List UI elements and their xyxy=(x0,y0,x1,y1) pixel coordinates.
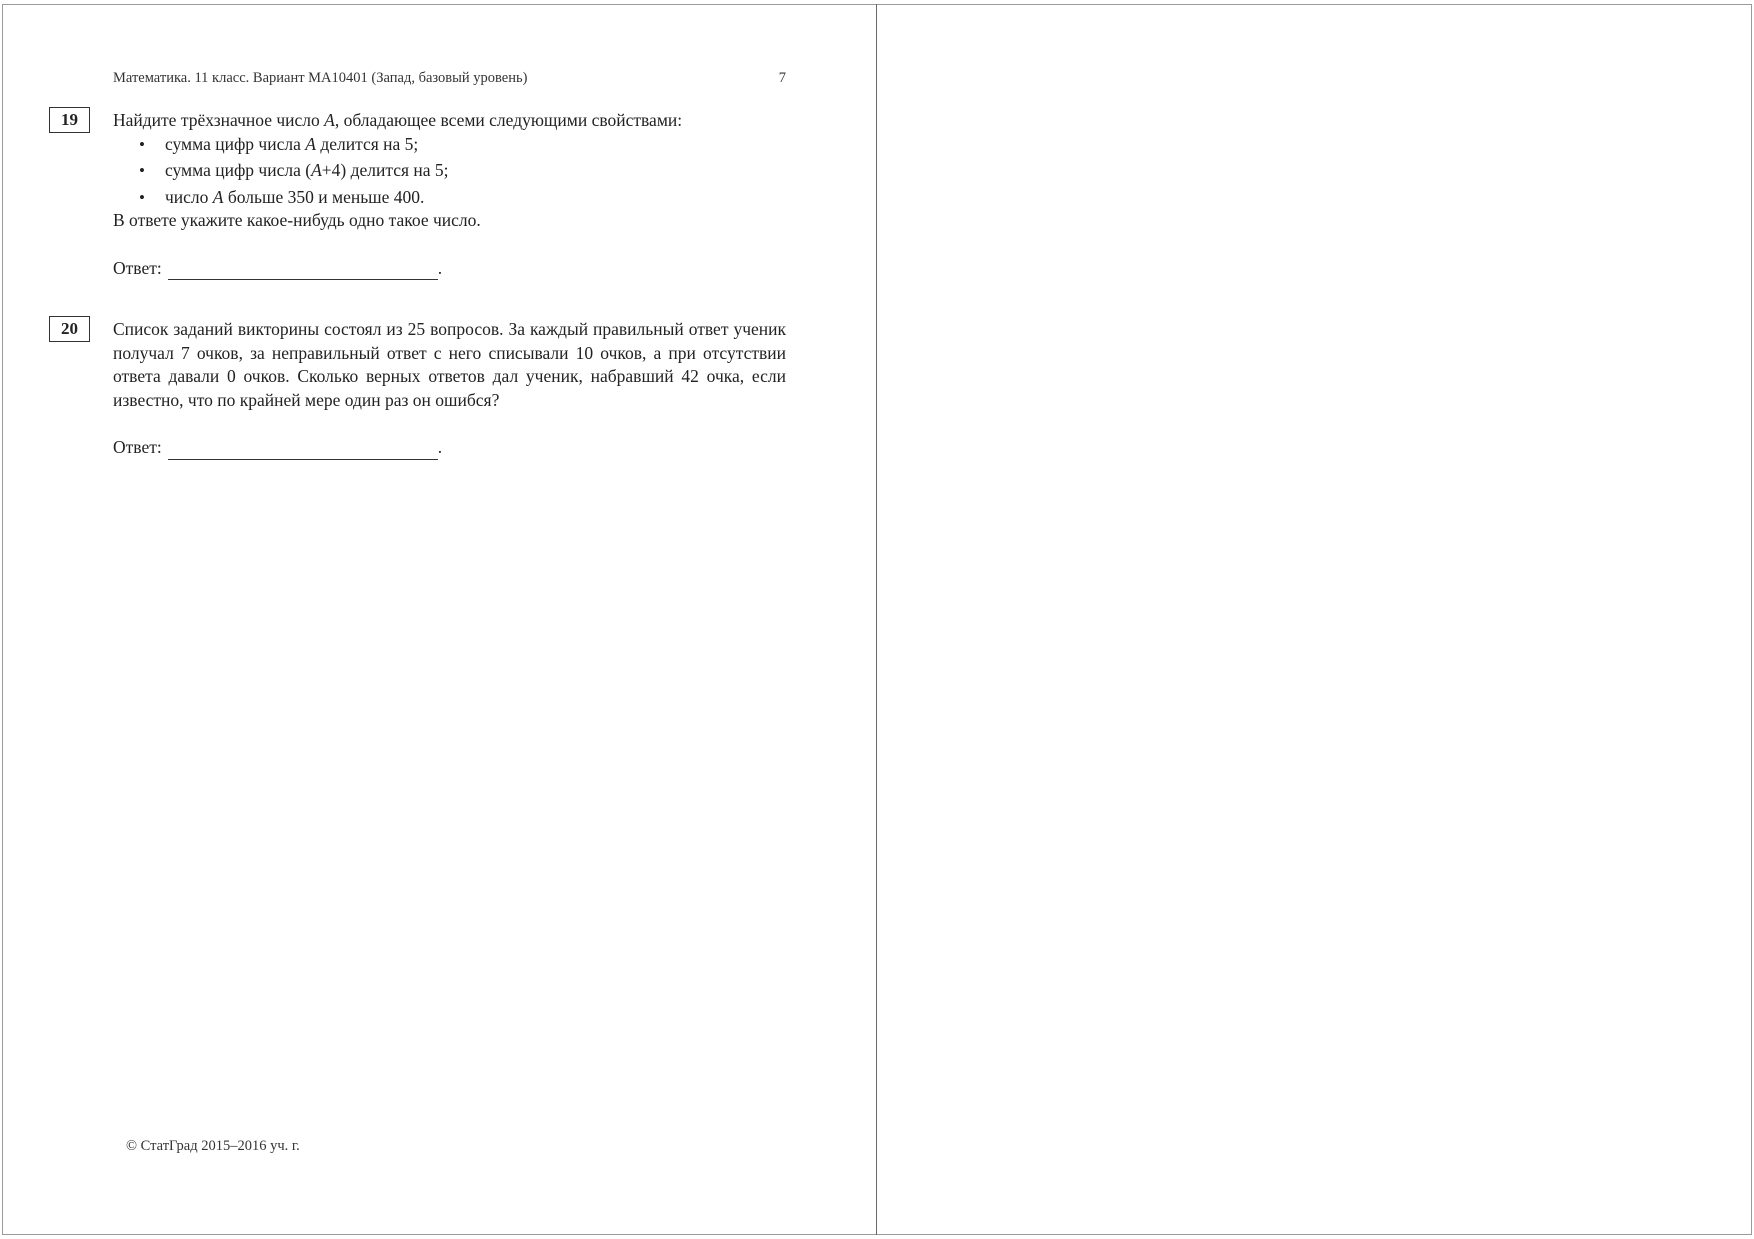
item-text: сумма цифр числа ( xyxy=(165,160,312,180)
task-intro-text: Найдите трёхзначное число xyxy=(113,110,320,130)
left-page xyxy=(0,0,876,1239)
task-number-box: 20 xyxy=(49,316,90,342)
item-text-end: +4) делится на 5; xyxy=(321,160,449,180)
answer-label: Ответ: xyxy=(113,257,162,278)
item-text-end: больше 350 и меньше 400. xyxy=(223,186,425,207)
answer-line xyxy=(113,257,786,281)
variable-a: A xyxy=(324,110,335,130)
variable-a: A xyxy=(212,186,224,207)
property-list xyxy=(113,133,786,210)
variable-a: A xyxy=(305,133,316,154)
answer-end: . xyxy=(437,437,443,457)
answer-end: . xyxy=(437,257,443,278)
item-text-end: делится на 5; xyxy=(315,133,419,154)
answer-field[interactable] xyxy=(168,261,438,280)
page-divider xyxy=(876,4,877,1235)
answer-field[interactable] xyxy=(168,441,438,460)
task-body xyxy=(113,318,786,460)
task-number-box: 19 xyxy=(49,107,90,133)
list-item xyxy=(113,133,786,157)
header-title: Математика. 11 класс. Вариант МА10401 (Запад, базовый уровень) xyxy=(113,70,528,86)
task-body xyxy=(113,109,786,280)
list-item xyxy=(113,186,786,210)
task-intro xyxy=(113,109,786,133)
item-text: сумма цифр числа xyxy=(165,133,306,154)
list-item xyxy=(113,159,786,183)
task-text: Список заданий викторины состоял из 25 вопросов. За каждый правильный ответ ученик получал 7 очков, за неправильный ответ с него списывали 10 очков, а при отсутствии ответа давали 0 очков. Сколько верных ответов дал ученик, набравший 42 очка, если известно, что по крайней мере один раз он ошибся? xyxy=(113,319,786,410)
task-outro: В ответе укажите какое-нибудь одно такое число. xyxy=(113,210,481,230)
item-text: число xyxy=(165,186,213,207)
footer-copyright: © СтатГрад 2015–2016 уч. г. xyxy=(126,1138,300,1154)
page-header xyxy=(113,70,786,87)
variable-a: A xyxy=(311,160,322,180)
page-number: 7 xyxy=(778,70,786,86)
task-intro-text-end: , обладающее всеми следующими свойствами: xyxy=(334,110,683,130)
answer-line xyxy=(113,436,786,460)
answer-label: Ответ: xyxy=(113,437,162,457)
